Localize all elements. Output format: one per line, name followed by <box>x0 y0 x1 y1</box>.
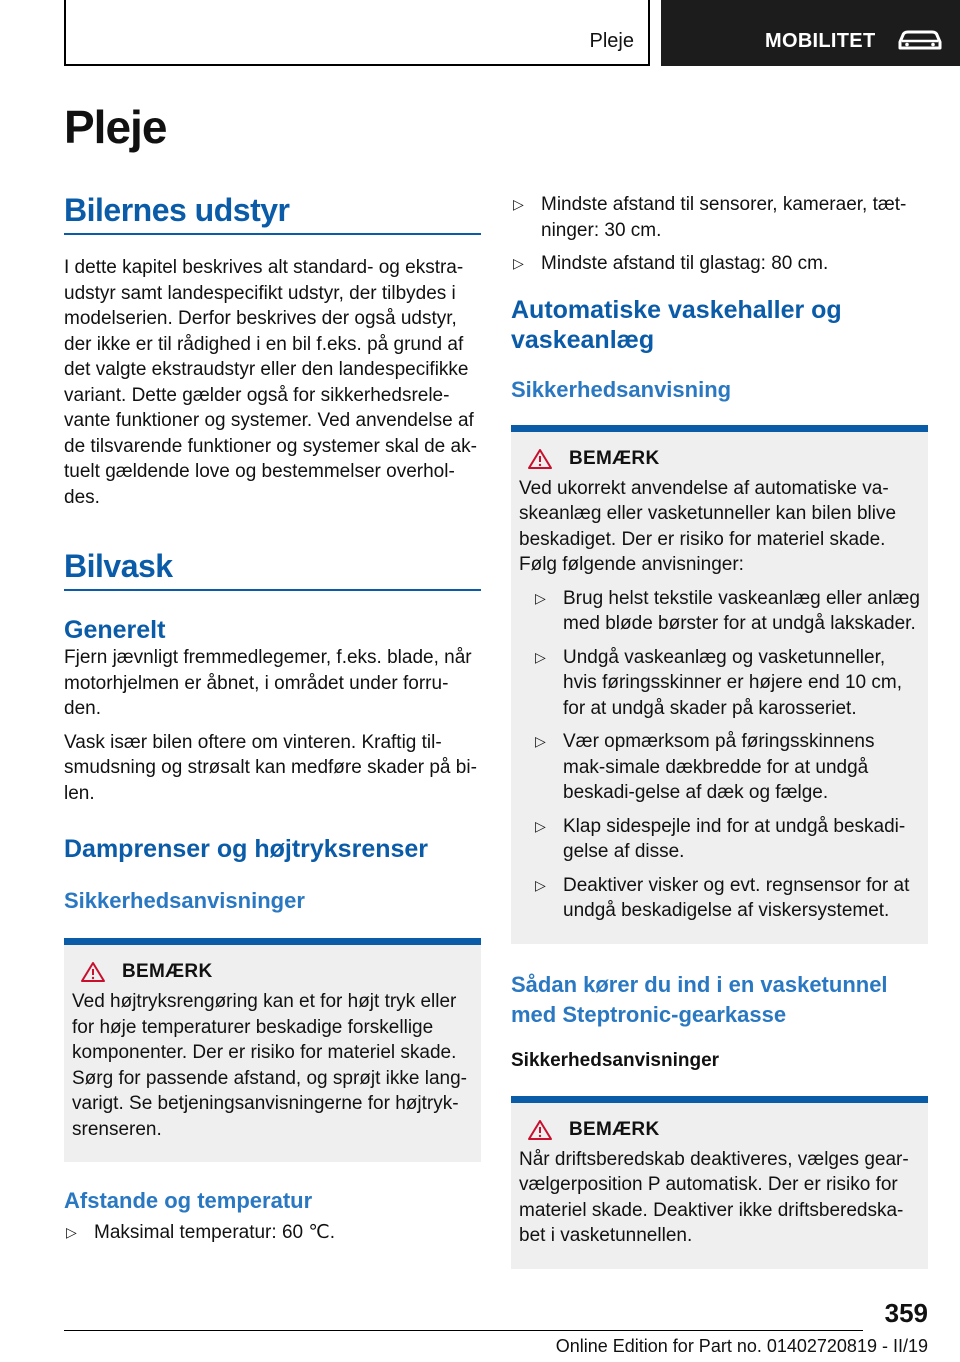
paragraph-generelt-2: Vask især bilen oftere om vinteren. Kraftig til-smudsning og strøsalt kan medføre skader på bi-len. <box>64 731 477 804</box>
page-title: Pleje <box>64 101 167 153</box>
note-header <box>72 961 473 983</box>
heading-afstande: Afstande og temperatur <box>64 1188 313 1213</box>
heading-sikkerhedsanvisninger: Sikkerhedsanvisninger <box>64 888 305 913</box>
page-number: 359 <box>884 1298 928 1328</box>
bullet-list <box>64 1220 481 1246</box>
list-item-text: Undgå vaskeanlæg og vasketunneller, hvis føringsskinner er højere end 10 cm, for at undgå skader på karosseriet. <box>563 646 902 719</box>
list-item <box>64 1220 481 1246</box>
heading-bilernes-udstyr: Bilernes udstyr <box>64 192 290 228</box>
note-box <box>511 425 928 944</box>
note-box <box>511 1096 928 1269</box>
heading-sikkerhedsanvisning: Sikkerhedsanvisning <box>511 376 732 402</box>
list-item-text: Deaktiver visker og evt. regnsensor for at undgå beskadigelse af viskersystemet. <box>563 874 910 921</box>
note-label: BEMÆRK <box>569 1118 660 1140</box>
warning-icon <box>80 961 106 983</box>
heading-rule <box>64 233 481 235</box>
list-item-text: Mindste afstand til sensorer, kameraer, tæt-ninger: 30 cm. <box>541 194 907 241</box>
list-item <box>533 729 920 806</box>
list-item-text: Vær opmærksom på føringsskinnens mak-simale dækbredde for at undgå beskadi-gelse af dæk og fælge. <box>563 731 875 803</box>
note-text: Ved højtryksrengøring kan et for højt tryk eller for høje temperaturer beskadige forskellige komponenter. Der er risiko for materiel skade. Sørg for passende afstand, og sprøjt ikke lang-varigt. Se betjeningsanvisningerne for højtryk-srenseren. <box>72 991 467 1140</box>
car-icon <box>897 29 943 51</box>
bullet-triangle-icon: ▷ <box>66 1224 77 1240</box>
header-chapter-label: MOBILITET <box>765 30 876 52</box>
footer-rule <box>64 1330 863 1331</box>
list-item-text: Klap sidespejle ind for at undgå beskadi-gelse af disse. <box>563 815 906 862</box>
heading-bilvask: Bilvask <box>64 548 173 584</box>
right-column <box>511 190 928 1269</box>
warning-icon <box>527 448 553 470</box>
note-label: BEMÆRK <box>122 961 213 982</box>
note-box <box>64 938 481 1162</box>
header-chapter-box <box>661 0 960 66</box>
bullet-triangle-icon: ▷ <box>535 589 546 606</box>
note-text: Ved ukorrekt anvendelse af automatiske va-skeanlæg eller vasketunneller kan bilen blive beskadiget. Der er risiko for materiel skade. Følg følgende anvisninger: <box>519 477 897 575</box>
list-item <box>511 251 928 277</box>
left-column <box>64 190 481 1254</box>
warning-icon <box>527 1119 553 1141</box>
heading-automatiske: Automatiske vaskehaller og vaskeanlæg <box>511 295 842 354</box>
list-item-text: Mindste afstand til glastag: 80 cm. <box>541 253 829 274</box>
note-bullet-list <box>533 586 920 924</box>
list-item-text: Maksimal temperatur: 60 ℃. <box>94 1222 335 1243</box>
bullet-triangle-icon: ▷ <box>535 733 546 749</box>
paragraph-udstyr: I dette kapitel beskrives alt standard- og ekstra-udstyr samt landespecifikt udstyr, der tilbydes i modelserien. Derfor beskrives der også udstyr, der ikke er til rådighed i en bil f.eks. på grund af det valgte ekstraudstyr eller den landespecifikke variant. Dette gælder også for sikkerhedsrele-vante funktioner og systemer. Ved anvendelse af de tilsvarende funktioner og systemer skal de ak-tuelt gældende love og bestemmelser overhol-des. <box>64 257 477 508</box>
paragraph-generelt-1: Fjern jævnligt fremmedlegemer, f.eks. blade, når motorhjelmen er åbnet, i området under forru-den. <box>64 647 472 719</box>
bullet-triangle-icon: ▷ <box>535 876 546 893</box>
list-item <box>533 873 920 924</box>
note-header <box>519 448 920 470</box>
list-item <box>533 586 920 637</box>
list-item <box>533 814 920 865</box>
list-item-text: Brug helst tekstile vaskeanlæg eller anlæg med bløde børster for at undgå lakskader. <box>563 587 920 634</box>
list-item <box>511 192 928 243</box>
heading-sikkerhedsanvisninger-2: Sikkerhedsanvisninger <box>511 1049 720 1071</box>
footer-edition: Online Edition for Part no. 01402720819 - II/19 <box>555 1336 928 1356</box>
header-section-box <box>64 0 650 66</box>
note-label: BEMÆRK <box>569 447 660 469</box>
note-header <box>519 1119 920 1141</box>
bullet-list <box>511 192 928 277</box>
heading-damprenser: Damprenser og højtryksrenser <box>64 835 429 863</box>
list-item <box>533 645 920 722</box>
header-section-label: Pleje <box>589 30 634 52</box>
note-text: Når driftsberedskab deaktiveres, vælges gear-vælgerposition P automatisk. Der er risiko for materiel skade. Deaktiver ikke driftsberedska-bet i vasketunnellen. <box>519 1148 909 1246</box>
bullet-triangle-icon: ▷ <box>535 817 546 834</box>
heading-vasketunnel: Sådan kører du ind i en vasketunnel med Steptronic-gearkasse <box>511 971 888 1027</box>
heading-rule <box>64 589 481 591</box>
bullet-triangle-icon: ▷ <box>513 196 524 212</box>
bullet-triangle-icon: ▷ <box>513 255 524 271</box>
bullet-triangle-icon: ▷ <box>535 648 546 665</box>
heading-generelt: Generelt <box>64 616 166 644</box>
